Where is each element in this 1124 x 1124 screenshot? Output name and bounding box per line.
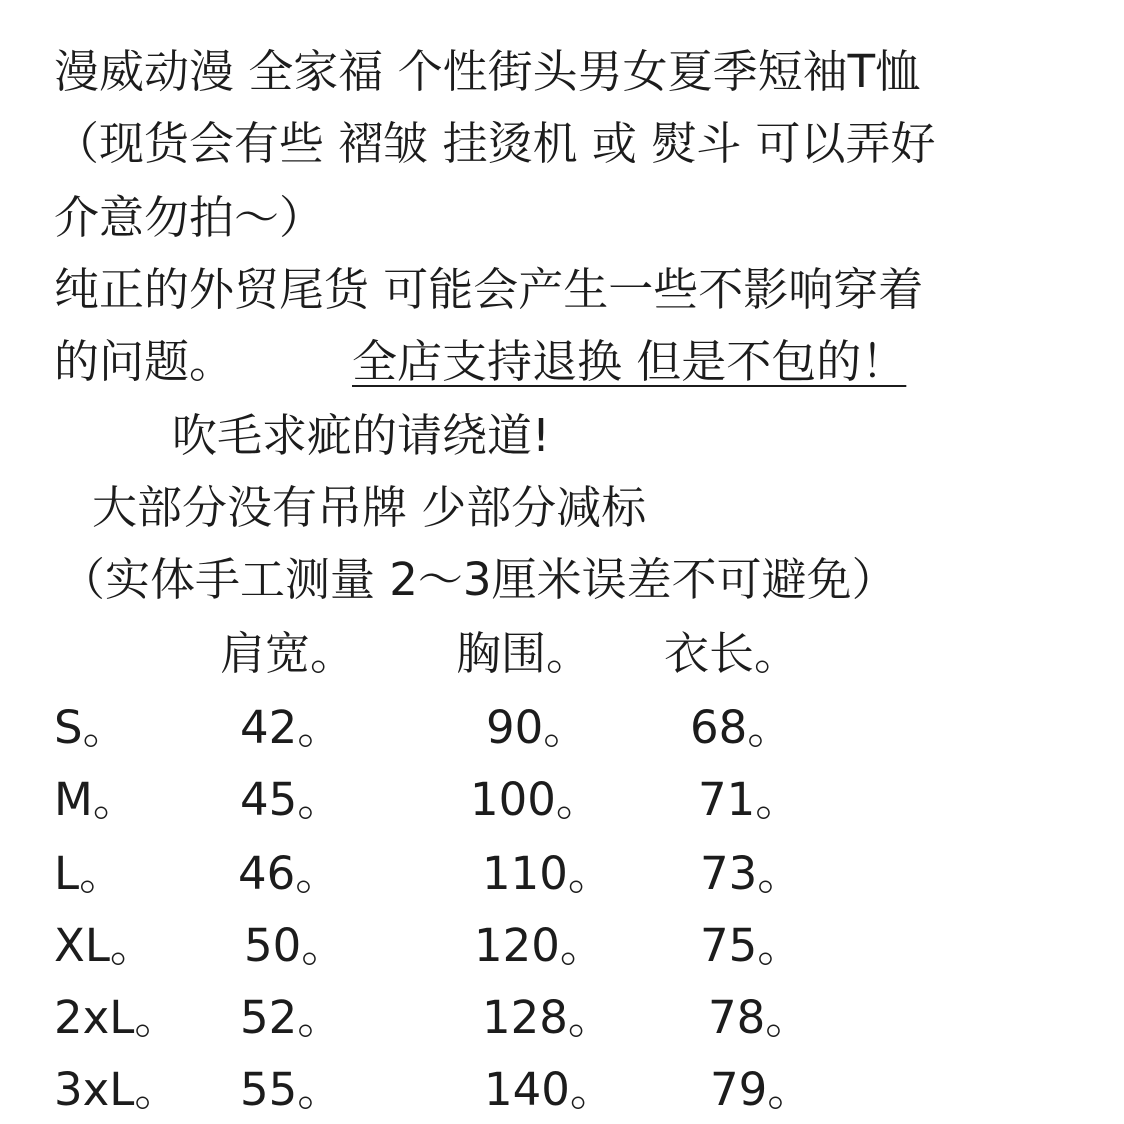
title-line: 漫威动漫 全家福 个性街头男女夏季短袖T恤 (54, 45, 921, 98)
chest-value: 90。 (486, 701, 589, 754)
length-value: 79。 (710, 1063, 813, 1116)
size-label: XL。 (54, 919, 155, 972)
chest-value: 120。 (474, 919, 605, 972)
return-policy-note: 全店支持退换 但是不包的！ (352, 335, 907, 388)
size-label: 3xL。 (54, 1063, 180, 1116)
size-label: M。 (54, 773, 138, 826)
size-label: 2xL。 (54, 991, 180, 1044)
shoulder-value: 52。 (240, 991, 343, 1044)
header-length: 衣长。 (664, 627, 800, 680)
chest-value: 128。 (482, 991, 613, 1044)
note-line-7: 大部分没有吊牌 少部分减标 (92, 481, 647, 534)
note-line-4: 纯正的外贸尾货 可能会产生一些不影响穿着 (54, 263, 924, 316)
shoulder-value: 45。 (240, 773, 343, 826)
shoulder-value: 50。 (244, 919, 347, 972)
length-value: 75。 (700, 919, 803, 972)
chest-value: 100。 (470, 773, 601, 826)
note-line-2: （现货会有些 褶皱 挂烫机 或 熨斗 可以弄好 (54, 117, 936, 170)
chest-value: 110。 (482, 847, 613, 900)
length-value: 68。 (690, 701, 793, 754)
note-line-6: 吹毛求疵的请绕道! (172, 409, 551, 462)
size-label: S。 (54, 701, 128, 754)
measurement-note: （实体手工测量 2～3厘米误差不可避免） (60, 553, 897, 606)
chest-value: 140。 (484, 1063, 615, 1116)
note-line-5a: 的问题。 (54, 335, 235, 388)
shoulder-value: 42。 (240, 701, 343, 754)
shoulder-value: 46。 (238, 847, 341, 900)
size-label: L。 (54, 847, 125, 900)
header-chest: 胸围。 (456, 627, 592, 680)
length-value: 71。 (698, 773, 801, 826)
shoulder-value: 55。 (240, 1063, 343, 1116)
length-value: 78。 (708, 991, 811, 1044)
note-line-3: 介意勿拍～） (54, 191, 325, 244)
length-value: 73。 (700, 847, 803, 900)
header-shoulder: 肩宽。 (220, 627, 356, 680)
